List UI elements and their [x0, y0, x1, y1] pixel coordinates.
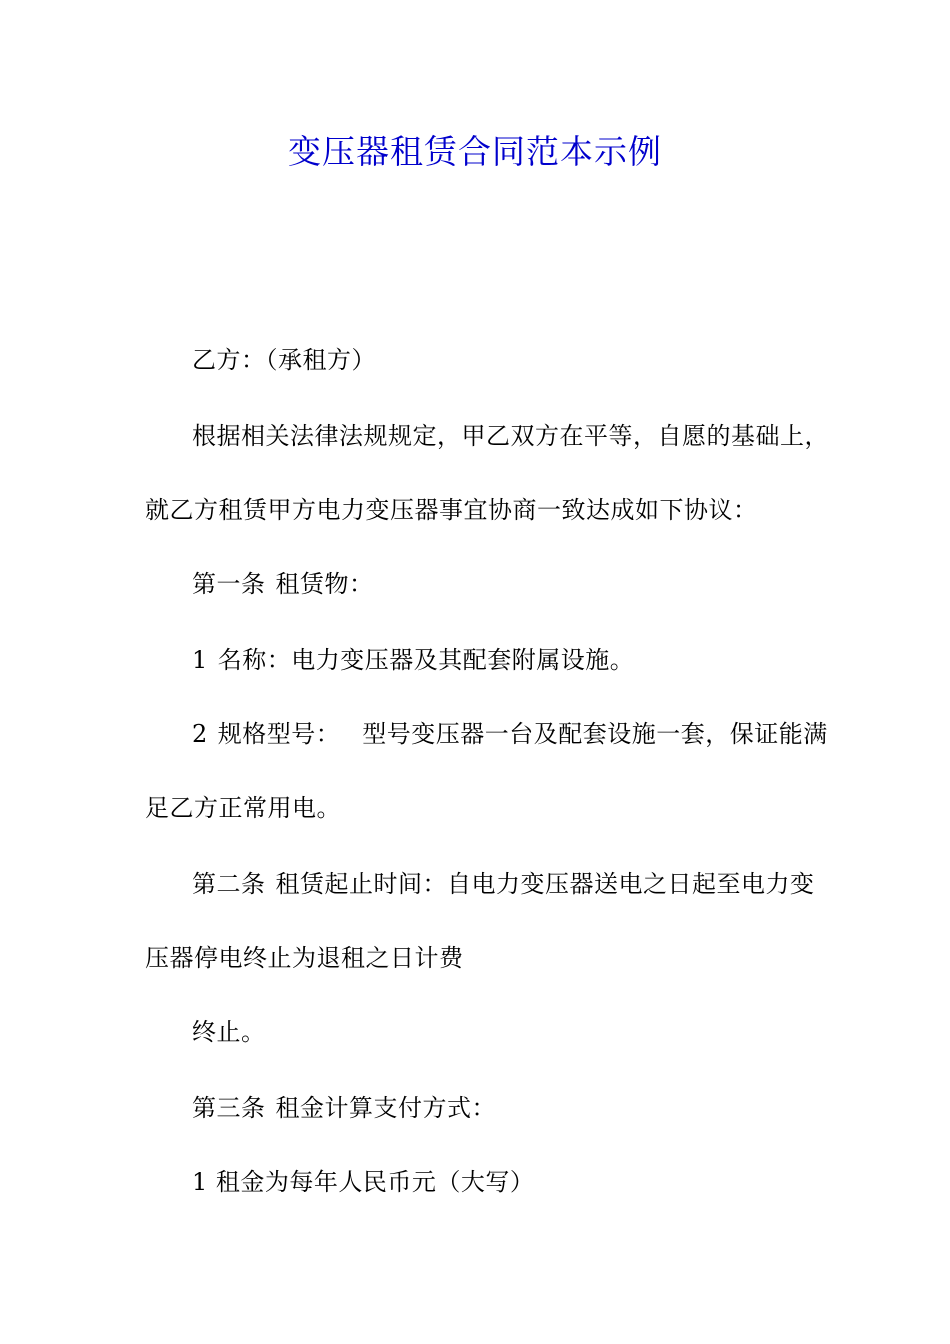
- item-1-line: [192, 644, 634, 676]
- article-3-heading: [192, 1092, 496, 1124]
- article-1-heading: [192, 568, 374, 600]
- item-1-text: 名称：电力变压器及其配套附属设施。: [217, 646, 635, 674]
- item-1-number: 1: [192, 646, 208, 674]
- party-b-line: 乙方：（承租方）: [192, 346, 376, 374]
- article-2-line: [192, 868, 815, 900]
- article-2-number: 第二条: [192, 870, 266, 898]
- document-title: 变压器租赁合同范本示例: [288, 132, 662, 171]
- article-1-title: 租赁物：: [275, 570, 374, 598]
- article-1-number: 第一条: [192, 570, 266, 598]
- rent-line: 1 租金为每年人民币元（大写）: [192, 1168, 535, 1196]
- preamble-line-2: 就乙方租赁甲方电力变压器事宜协商一致达成如下协议：: [145, 496, 758, 524]
- article-3-number: 第三条: [192, 1094, 266, 1122]
- item-2-continuation: 足乙方正常用电。: [145, 794, 341, 822]
- item-2-text: 型号变压器一台及配套设施一套，保证能满: [362, 720, 828, 748]
- preamble-line-1: 根据相关法律法规规定，甲乙双方在平等，自愿的基础上，: [192, 422, 829, 450]
- article-2-continuation: 压器停电终止为退租之日计费: [145, 944, 464, 972]
- article-3-title: 租金计算支付方式：: [275, 1094, 496, 1122]
- item-2-number: 2: [192, 720, 208, 748]
- article-2-text: 租赁起止时间：自电力变压器送电之日起至电力变: [275, 870, 815, 898]
- article-2-end: 终止。: [192, 1018, 266, 1046]
- item-2-line: [192, 718, 828, 750]
- item-2-label: 规格型号：: [217, 720, 341, 748]
